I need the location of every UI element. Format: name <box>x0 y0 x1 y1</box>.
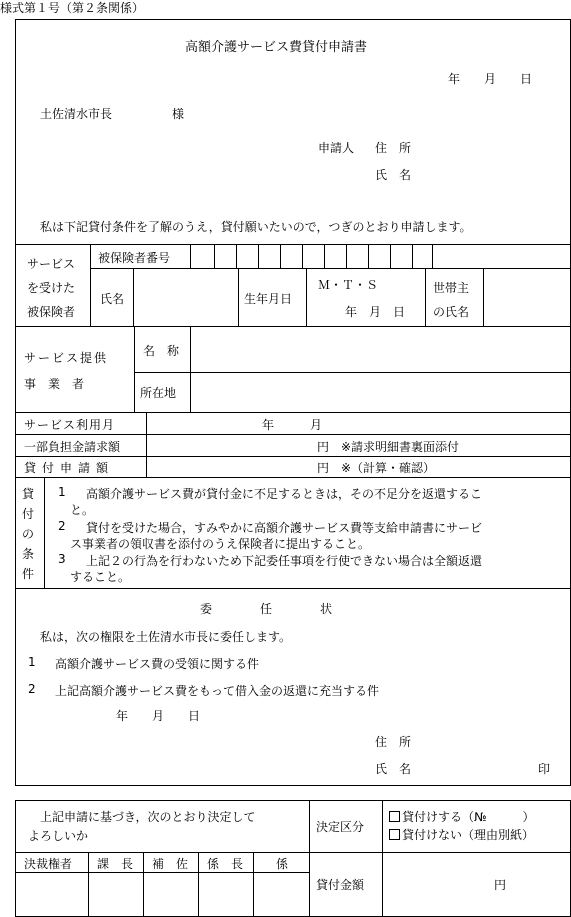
lend-checkbox[interactable] <box>389 811 400 822</box>
usage-month-value: 年 月 <box>262 418 323 432</box>
applicant-name-label: 氏 名 <box>375 168 412 182</box>
addressee: 土佐清水市長 様 <box>40 107 185 121</box>
delegation-title: 委 任 状 <box>200 602 333 616</box>
declaration-text: 私は下記貸付条件を了解のうえ，貸付願いたいので，つぎのとおり申請します。 <box>40 220 472 234</box>
loan-amount-unit: 円 <box>494 878 507 892</box>
birth-ymd: 年 月 日 <box>345 305 406 319</box>
usage-month-label: サービス利用月 <box>24 418 116 432</box>
form-number: 様式第１号（第２条関係） <box>0 1 145 15</box>
delegation-name-label: 氏 名 <box>375 762 412 776</box>
household-head-label-1: 世帯主 <box>433 281 470 295</box>
loan-amount-label: 貸付金額 <box>316 878 365 892</box>
provider-name-label: 名 称 <box>143 344 180 358</box>
insured-name-label: 氏名 <box>100 292 125 306</box>
condition-3-num: 3 <box>58 552 66 566</box>
option-lend-label: 貸付けする（№ ） <box>402 810 535 824</box>
approver-section-chief: 課 長 <box>97 857 134 871</box>
condition-2-num: 2 <box>58 519 66 533</box>
birth-era: Ｍ・Ｔ・Ｓ <box>318 278 379 292</box>
provider-label-1: サービス提供 <box>24 351 109 365</box>
birth-date-label: 生年月日 <box>244 292 293 306</box>
household-head-label-2: の氏名 <box>433 305 470 319</box>
delegation-item-1: 高額介護サービス費の受領に関する件 <box>55 657 260 671</box>
condition-1-line-2: と。 <box>70 503 95 517</box>
decision-request-line-2: よろしいか <box>28 829 89 843</box>
condition-2-line-2: ス事業者の領収書を添付のうえ保険者に提出すること。 <box>70 537 371 551</box>
date-line: 年 月 日 <box>448 72 533 86</box>
insured-label-3: 被保険者 <box>27 305 76 319</box>
condition-3-line-1: 上記２の行為を行わないため下記委任事項を行使できない場合は全額返還 <box>86 554 483 568</box>
condition-2-line-1: 貸付を受けた場合，すみやかに高額介護サービス費等支給申請書にサービ <box>86 521 483 535</box>
loan-label: 貸付申請額 <box>24 461 115 475</box>
decision-category-label: 決定区分 <box>316 820 365 834</box>
applicant-address-label: 住 所 <box>375 141 412 155</box>
copay-value: 円 ※請求明細書裏面添付 <box>317 440 460 454</box>
option-no-lend-label: 貸付けない（理由別紙） <box>402 828 535 842</box>
conditions-label-3: の <box>22 527 35 541</box>
copay-label: 一部負担金請求額 <box>24 440 121 454</box>
insured-number-label: 被保険者番号 <box>98 251 171 265</box>
approver-unit-chief: 係 長 <box>207 857 244 871</box>
condition-1-num: 1 <box>58 485 66 499</box>
form-title: 高額介護サービス費貸付申請書 <box>185 40 368 55</box>
condition-3-line-2: すること。 <box>70 570 131 584</box>
condition-1-line-1: 高額介護サービス費が貸付金に不足するときは，その不足分を返還するこ <box>86 487 483 501</box>
conditions-label-1: 貸 <box>22 487 35 501</box>
option-lend[interactable] <box>389 808 534 825</box>
provider-label-2: 事 業 者 <box>24 377 85 391</box>
approver-authority: 決裁権者 <box>24 857 73 871</box>
delegation-item-2: 上記高額介護サービス費をもって借入金の返還に充当する件 <box>55 684 380 698</box>
delegation-address-label: 住 所 <box>375 735 412 749</box>
provider-address-label: 所在地 <box>140 386 177 400</box>
conditions-label-5: 件 <box>22 567 35 581</box>
applicant-label: 申請人 <box>318 141 355 155</box>
delegation-item-2-num: 2 <box>28 682 36 696</box>
loan-value: 円 ※（計算・確認） <box>317 461 436 475</box>
delegation-item-1-num: 1 <box>28 655 36 669</box>
delegation-intro: 私は，次の権限を土佐清水市長に委任します。 <box>40 630 292 644</box>
seal-mark: 印 <box>538 762 551 776</box>
approver-staff: 係 <box>276 857 289 871</box>
insured-label-1: サービス <box>27 257 76 271</box>
insured-label-2: を受けた <box>27 281 76 295</box>
option-no-lend[interactable] <box>389 826 534 843</box>
conditions-label-2: 付 <box>22 507 35 521</box>
conditions-label-4: 条 <box>22 547 35 561</box>
delegation-date: 年 月 日 <box>116 709 201 723</box>
approver-assistant: 補 佐 <box>152 857 189 871</box>
decision-request-line-1: 上記申請に基づき，次のとおり決定して <box>40 810 256 824</box>
no-lend-checkbox[interactable] <box>389 829 400 840</box>
